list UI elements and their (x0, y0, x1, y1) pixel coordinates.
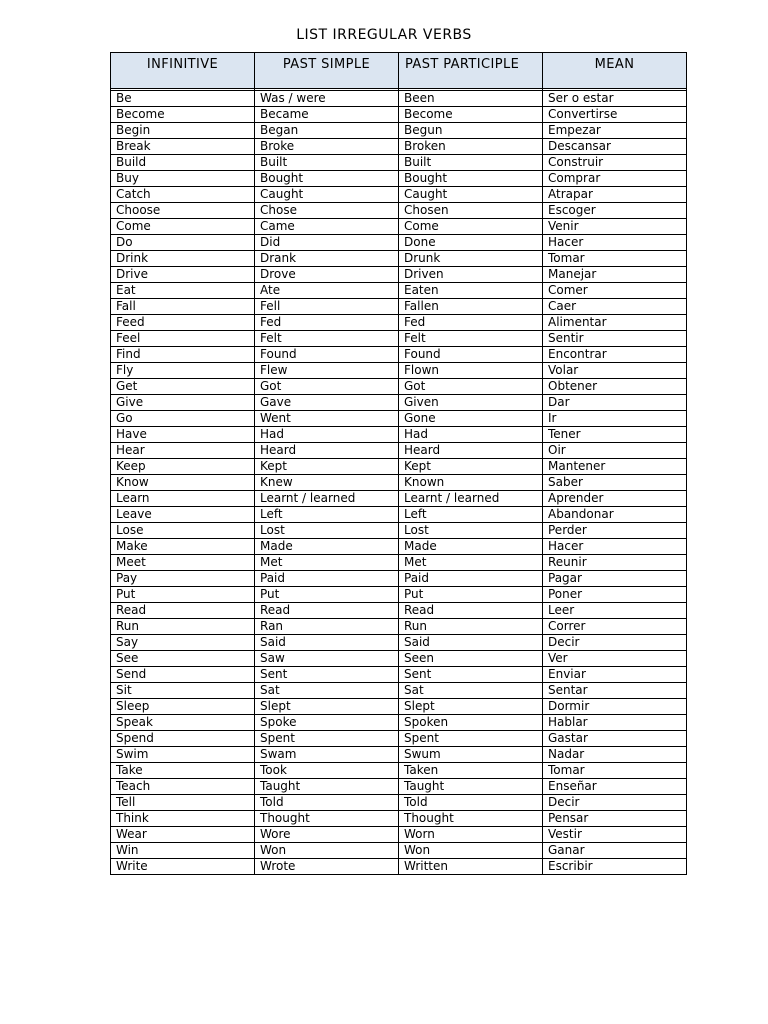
cell-past-participle: Gone (399, 411, 543, 427)
table-row (111, 219, 687, 235)
cell-past-participle: Spoken (399, 715, 543, 731)
cell-past-participle: Driven (399, 267, 543, 283)
table-row (111, 331, 687, 347)
cell-past-simple: Gave (255, 395, 399, 411)
header-past-participle: PAST PARTICIPLE (399, 53, 543, 89)
table-row (111, 203, 687, 219)
cell-past-simple: Took (255, 763, 399, 779)
cell-infinitive: Wear (111, 827, 255, 843)
cell-past-participle: Bought (399, 171, 543, 187)
cell-mean: Comer (543, 283, 687, 299)
table-row (111, 91, 687, 107)
cell-infinitive: See (111, 651, 255, 667)
cell-past-simple: Left (255, 507, 399, 523)
cell-past-simple: Wrote (255, 859, 399, 875)
cell-past-simple: Slept (255, 699, 399, 715)
table-row (111, 363, 687, 379)
cell-mean: Decir (543, 635, 687, 651)
cell-infinitive: Do (111, 235, 255, 251)
cell-infinitive: Eat (111, 283, 255, 299)
cell-past-simple: Drank (255, 251, 399, 267)
cell-infinitive: Say (111, 635, 255, 651)
table-row (111, 827, 687, 843)
cell-infinitive: Fall (111, 299, 255, 315)
table-row (111, 779, 687, 795)
cell-infinitive: Sleep (111, 699, 255, 715)
header-infinitive: INFINITIVE (111, 53, 255, 89)
cell-past-participle: Built (399, 155, 543, 171)
table-row (111, 667, 687, 683)
cell-infinitive: Feed (111, 315, 255, 331)
cell-past-simple: Did (255, 235, 399, 251)
cell-infinitive: Build (111, 155, 255, 171)
cell-past-participle: Lost (399, 523, 543, 539)
cell-mean: Ganar (543, 843, 687, 859)
cell-past-participle: Told (399, 795, 543, 811)
cell-infinitive: Know (111, 475, 255, 491)
cell-infinitive: Begin (111, 123, 255, 139)
table-row (111, 187, 687, 203)
cell-mean: Oir (543, 443, 687, 459)
table-row (111, 475, 687, 491)
cell-past-participle: Seen (399, 651, 543, 667)
cell-mean: Hacer (543, 235, 687, 251)
cell-past-simple: Went (255, 411, 399, 427)
cell-mean: Ver (543, 651, 687, 667)
cell-infinitive: Give (111, 395, 255, 411)
cell-infinitive: Buy (111, 171, 255, 187)
cell-past-simple: Made (255, 539, 399, 555)
table-row (111, 283, 687, 299)
cell-past-participle: Spent (399, 731, 543, 747)
cell-past-simple: Wore (255, 827, 399, 843)
cell-past-simple: Flew (255, 363, 399, 379)
cell-past-simple: Won (255, 843, 399, 859)
cell-past-participle: Read (399, 603, 543, 619)
table-row (111, 347, 687, 363)
table-row (111, 539, 687, 555)
cell-past-participle: Met (399, 555, 543, 571)
cell-mean: Perder (543, 523, 687, 539)
cell-past-simple: Drove (255, 267, 399, 283)
cell-past-participle: Fed (399, 315, 543, 331)
cell-past-participle: Left (399, 507, 543, 523)
cell-infinitive: Pay (111, 571, 255, 587)
cell-past-simple: Chose (255, 203, 399, 219)
table-row (111, 763, 687, 779)
cell-past-participle: Written (399, 859, 543, 875)
cell-mean: Hablar (543, 715, 687, 731)
cell-past-simple: Felt (255, 331, 399, 347)
cell-past-participle: Thought (399, 811, 543, 827)
table-row (111, 715, 687, 731)
table-row (111, 603, 687, 619)
cell-mean: Sentar (543, 683, 687, 699)
cell-infinitive: Swim (111, 747, 255, 763)
cell-past-participle: Been (399, 91, 543, 107)
cell-infinitive: Take (111, 763, 255, 779)
cell-infinitive: Fly (111, 363, 255, 379)
cell-mean: Empezar (543, 123, 687, 139)
cell-infinitive: Read (111, 603, 255, 619)
table-row (111, 555, 687, 571)
cell-past-participle: Eaten (399, 283, 543, 299)
cell-mean: Gastar (543, 731, 687, 747)
table-row (111, 651, 687, 667)
cell-past-simple: Sat (255, 683, 399, 699)
cell-past-simple: Became (255, 107, 399, 123)
cell-past-simple: Saw (255, 651, 399, 667)
header-mean: MEAN (543, 53, 687, 89)
cell-mean: Tener (543, 427, 687, 443)
cell-mean: Venir (543, 219, 687, 235)
header-past-simple: PAST SIMPLE (255, 53, 399, 89)
cell-mean: Descansar (543, 139, 687, 155)
table-row (111, 299, 687, 315)
cell-infinitive: Be (111, 91, 255, 107)
cell-mean: Tomar (543, 763, 687, 779)
table-row (111, 459, 687, 475)
cell-infinitive: Put (111, 587, 255, 603)
cell-infinitive: Win (111, 843, 255, 859)
cell-past-participle: Known (399, 475, 543, 491)
cell-past-participle: Learnt / learned (399, 491, 543, 507)
table-row (111, 427, 687, 443)
cell-past-simple: Lost (255, 523, 399, 539)
table-row (111, 267, 687, 283)
cell-mean: Ser o estar (543, 91, 687, 107)
table-row (111, 123, 687, 139)
cell-past-participle: Run (399, 619, 543, 635)
cell-past-simple: Met (255, 555, 399, 571)
cell-infinitive: Learn (111, 491, 255, 507)
table-row (111, 571, 687, 587)
cell-infinitive: Lose (111, 523, 255, 539)
table-row (111, 491, 687, 507)
cell-mean: Dormir (543, 699, 687, 715)
cell-mean: Construir (543, 155, 687, 171)
table-row (111, 587, 687, 603)
cell-mean: Mantener (543, 459, 687, 475)
cell-infinitive: Sit (111, 683, 255, 699)
table-row (111, 315, 687, 331)
cell-infinitive: Hear (111, 443, 255, 459)
cell-infinitive: Go (111, 411, 255, 427)
cell-past-simple: Fell (255, 299, 399, 315)
table-row (111, 859, 687, 875)
cell-past-simple: Got (255, 379, 399, 395)
cell-past-participle: Broken (399, 139, 543, 155)
table-row (111, 507, 687, 523)
table-header (111, 53, 687, 91)
cell-past-simple: Swam (255, 747, 399, 763)
table-row (111, 411, 687, 427)
table-row (111, 683, 687, 699)
table-row (111, 443, 687, 459)
cell-past-simple: Came (255, 219, 399, 235)
cell-past-participle: Become (399, 107, 543, 123)
table-row (111, 811, 687, 827)
cell-infinitive: Catch (111, 187, 255, 203)
cell-infinitive: Drive (111, 267, 255, 283)
cell-mean: Hacer (543, 539, 687, 555)
cell-past-simple: Paid (255, 571, 399, 587)
cell-past-participle: Taken (399, 763, 543, 779)
cell-past-participle: Caught (399, 187, 543, 203)
cell-past-participle: Given (399, 395, 543, 411)
table-row (111, 235, 687, 251)
cell-past-participle: Sat (399, 683, 543, 699)
cell-past-simple: Built (255, 155, 399, 171)
cell-infinitive: Keep (111, 459, 255, 475)
cell-mean: Manejar (543, 267, 687, 283)
cell-infinitive: Tell (111, 795, 255, 811)
cell-infinitive: Find (111, 347, 255, 363)
cell-mean: Caer (543, 299, 687, 315)
cell-past-simple: Was / were (255, 91, 399, 107)
cell-past-participle: Got (399, 379, 543, 395)
cell-mean: Obtener (543, 379, 687, 395)
cell-past-simple: Fed (255, 315, 399, 331)
cell-infinitive: Feel (111, 331, 255, 347)
cell-past-participle: Paid (399, 571, 543, 587)
cell-past-simple: Bought (255, 171, 399, 187)
cell-past-participle: Had (399, 427, 543, 443)
cell-past-simple: Sent (255, 667, 399, 683)
cell-past-participle: Chosen (399, 203, 543, 219)
cell-past-simple: Had (255, 427, 399, 443)
cell-past-simple: Heard (255, 443, 399, 459)
cell-past-simple: Learnt / learned (255, 491, 399, 507)
cell-infinitive: Drink (111, 251, 255, 267)
cell-past-simple: Began (255, 123, 399, 139)
cell-past-simple: Read (255, 603, 399, 619)
cell-infinitive: Leave (111, 507, 255, 523)
cell-infinitive: Choose (111, 203, 255, 219)
cell-past-participle: Won (399, 843, 543, 859)
cell-past-simple: Taught (255, 779, 399, 795)
table-row (111, 635, 687, 651)
cell-past-simple: Knew (255, 475, 399, 491)
cell-past-participle: Heard (399, 443, 543, 459)
cell-past-participle: Come (399, 219, 543, 235)
table-row (111, 395, 687, 411)
table-row (111, 107, 687, 123)
table-row (111, 731, 687, 747)
cell-past-simple: Broke (255, 139, 399, 155)
cell-past-simple: Ran (255, 619, 399, 635)
cell-infinitive: Make (111, 539, 255, 555)
cell-mean: Aprender (543, 491, 687, 507)
cell-past-simple: Caught (255, 187, 399, 203)
table-row (111, 843, 687, 859)
cell-mean: Decir (543, 795, 687, 811)
cell-infinitive: Break (111, 139, 255, 155)
cell-past-participle: Kept (399, 459, 543, 475)
cell-past-participle: Made (399, 539, 543, 555)
cell-mean: Comprar (543, 171, 687, 187)
cell-past-simple: Put (255, 587, 399, 603)
cell-past-simple: Told (255, 795, 399, 811)
cell-mean: Encontrar (543, 347, 687, 363)
cell-infinitive: Think (111, 811, 255, 827)
table-row (111, 747, 687, 763)
cell-mean: Escribir (543, 859, 687, 875)
cell-mean: Saber (543, 475, 687, 491)
cell-mean: Alimentar (543, 315, 687, 331)
table-row (111, 699, 687, 715)
cell-past-simple: Kept (255, 459, 399, 475)
table-row (111, 619, 687, 635)
cell-mean: Abandonar (543, 507, 687, 523)
cell-past-participle: Sent (399, 667, 543, 683)
cell-past-participle: Drunk (399, 251, 543, 267)
cell-past-simple: Spoke (255, 715, 399, 731)
page-title: LIST IRREGULAR VERBS (296, 27, 472, 43)
cell-mean: Dar (543, 395, 687, 411)
cell-past-participle: Swum (399, 747, 543, 763)
cell-infinitive: Write (111, 859, 255, 875)
cell-infinitive: Speak (111, 715, 255, 731)
cell-mean: Vestir (543, 827, 687, 843)
cell-infinitive: Teach (111, 779, 255, 795)
cell-past-participle: Begun (399, 123, 543, 139)
cell-mean: Reunir (543, 555, 687, 571)
cell-mean: Enviar (543, 667, 687, 683)
table-row (111, 251, 687, 267)
table-row (111, 139, 687, 155)
cell-mean: Leer (543, 603, 687, 619)
cell-past-participle: Slept (399, 699, 543, 715)
cell-past-simple: Found (255, 347, 399, 363)
table-row (111, 523, 687, 539)
cell-past-participle: Fallen (399, 299, 543, 315)
cell-infinitive: Meet (111, 555, 255, 571)
cell-past-participle: Flown (399, 363, 543, 379)
cell-mean: Pagar (543, 571, 687, 587)
cell-past-simple: Spent (255, 731, 399, 747)
cell-mean: Convertirse (543, 107, 687, 123)
cell-mean: Tomar (543, 251, 687, 267)
cell-mean: Enseñar (543, 779, 687, 795)
cell-infinitive: Have (111, 427, 255, 443)
cell-mean: Sentir (543, 331, 687, 347)
cell-infinitive: Come (111, 219, 255, 235)
table-row (111, 795, 687, 811)
cell-mean: Escoger (543, 203, 687, 219)
cell-past-participle: Said (399, 635, 543, 651)
cell-infinitive: Run (111, 619, 255, 635)
cell-past-participle: Felt (399, 331, 543, 347)
cell-mean: Nadar (543, 747, 687, 763)
cell-infinitive: Get (111, 379, 255, 395)
cell-mean: Pensar (543, 811, 687, 827)
cell-infinitive: Become (111, 107, 255, 123)
table-row (111, 155, 687, 171)
cell-mean: Ir (543, 411, 687, 427)
cell-past-simple: Thought (255, 811, 399, 827)
table-body (111, 91, 687, 875)
cell-mean: Atrapar (543, 187, 687, 203)
table-row (111, 171, 687, 187)
cell-past-participle: Put (399, 587, 543, 603)
cell-past-participle: Taught (399, 779, 543, 795)
cell-mean: Poner (543, 587, 687, 603)
header-row (111, 53, 687, 89)
cell-past-simple: Said (255, 635, 399, 651)
cell-mean: Volar (543, 363, 687, 379)
cell-past-participle: Done (399, 235, 543, 251)
cell-past-participle: Found (399, 347, 543, 363)
cell-past-simple: Ate (255, 283, 399, 299)
irregular-verbs-table (110, 52, 687, 875)
cell-infinitive: Send (111, 667, 255, 683)
cell-past-participle: Worn (399, 827, 543, 843)
table-row (111, 379, 687, 395)
cell-mean: Correr (543, 619, 687, 635)
cell-infinitive: Spend (111, 731, 255, 747)
